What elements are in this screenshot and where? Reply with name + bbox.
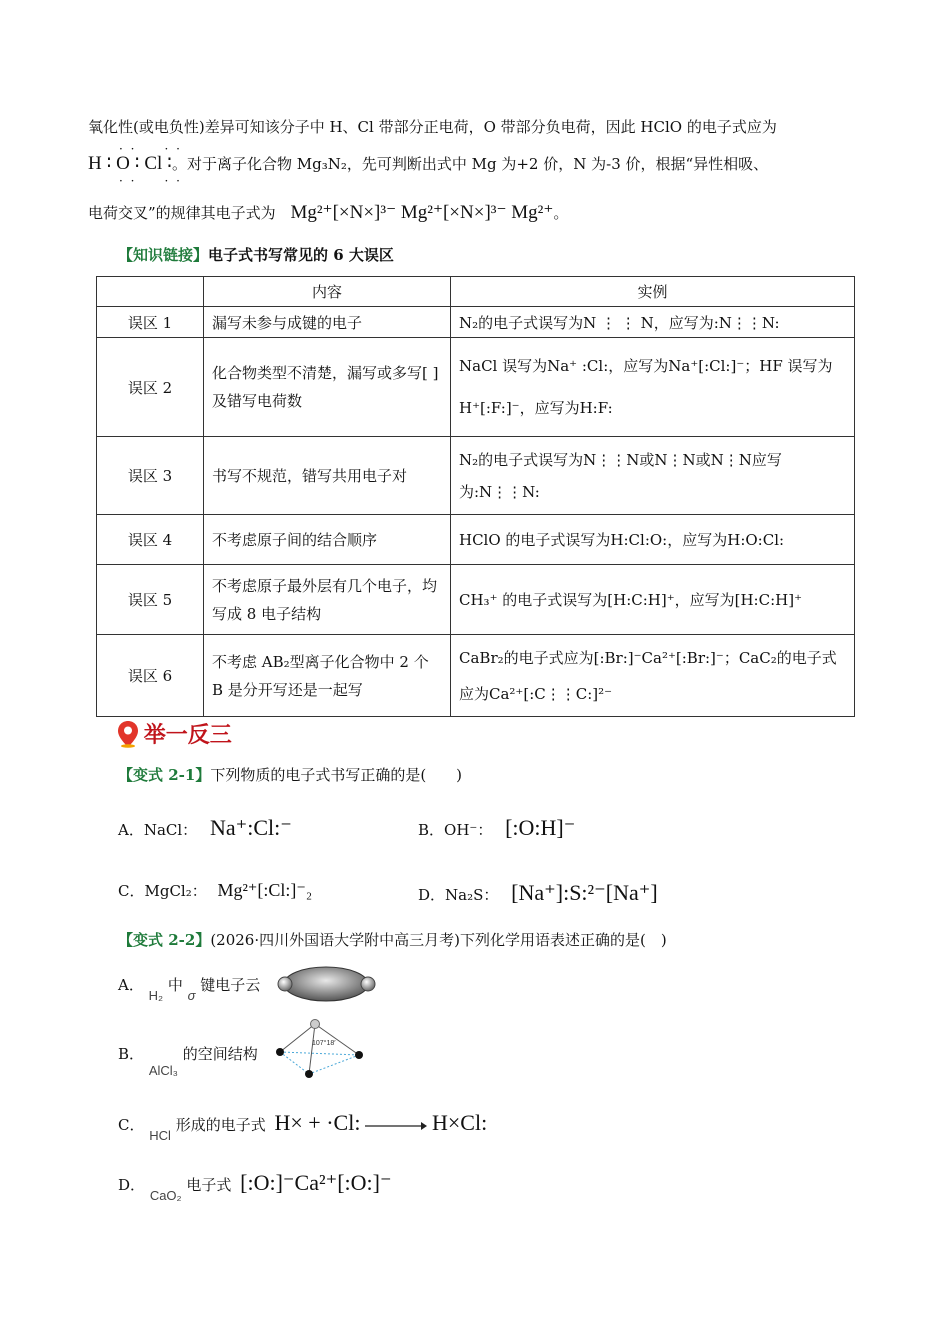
table-row bbox=[97, 307, 855, 338]
option-formula: Na⁺:Cl:⁻ bbox=[209, 815, 292, 840]
content-cell: 不考虑原子间的结合顺序 bbox=[204, 515, 451, 565]
content-cell: 不考虑原子最外层有几个电子，均写成 8 电子结构 bbox=[204, 565, 451, 635]
misconception-table bbox=[96, 276, 855, 717]
content-cell: 书写不规范，错写共用电子对 bbox=[204, 437, 451, 515]
option-label: D． bbox=[118, 1176, 146, 1194]
example-cell: N₂的电子式误写为N⋮⋮N或N⋮N或N⋮N应写为:N⋮⋮N: bbox=[451, 437, 855, 515]
section-title: 举一反三 bbox=[143, 723, 232, 748]
option-label: A．NaCl： bbox=[118, 821, 198, 839]
option-text: 形成的电子式 bbox=[175, 1116, 266, 1134]
intro-line-3-end: 。 bbox=[553, 204, 569, 222]
table-row bbox=[97, 437, 855, 515]
option-formula: Mg²⁺[:Cl:]⁻₂ bbox=[217, 880, 313, 900]
zone-cell: 误区 5 bbox=[97, 565, 204, 635]
option-a[interactable] bbox=[118, 815, 292, 841]
option-text: 中 bbox=[167, 976, 183, 994]
option-formula-image: AlCl₃ bbox=[148, 1063, 178, 1078]
option-b[interactable] bbox=[118, 1043, 258, 1078]
option-formula: [:O:H]⁻ bbox=[505, 815, 576, 840]
knowledge-tag: 【知识链接】 bbox=[118, 246, 209, 264]
option-d[interactable] bbox=[118, 1170, 392, 1203]
question-2-2-stem bbox=[118, 929, 667, 950]
zone-cell: 误区 2 bbox=[97, 338, 204, 437]
knowledge-heading bbox=[118, 244, 394, 265]
option-label: B． bbox=[118, 1045, 145, 1063]
example-cell: N₂的电子式误写为N ⋮ ⋮ N，应写为:N⋮⋮N: bbox=[451, 307, 855, 338]
option-d[interactable] bbox=[418, 880, 658, 906]
location-pin-icon bbox=[117, 720, 139, 748]
intro-line-3-text: 电荷交叉”的规律其电子式为 bbox=[88, 204, 276, 222]
example-cell: HClO 的电子式误写为H:Cl:O:，应写为H:O:Cl: bbox=[451, 515, 855, 565]
knowledge-title: 电子式书写常见的 6 大误区 bbox=[208, 246, 394, 264]
electron-dots: · · · · bbox=[119, 174, 182, 188]
question-tag: 【变式 2-1】 bbox=[118, 766, 211, 784]
table-header: 内容 bbox=[204, 277, 451, 307]
option-c[interactable] bbox=[118, 880, 312, 901]
option-text: 的空间结构 bbox=[182, 1045, 258, 1063]
question-tag: 【变式 2-2】 bbox=[118, 931, 211, 949]
option-formula: H×Cl: bbox=[432, 1110, 488, 1135]
option-formula-image: CaO₂ bbox=[149, 1188, 182, 1203]
electron-dots: · · · · bbox=[119, 142, 182, 156]
example-cell: NaCl 误写为Na⁺ :Cl:，应写为Na⁺[:Cl:]⁻；HF 误写为H⁺[:F:]⁻，应写为H:F: bbox=[451, 338, 855, 437]
option-formula: [Na⁺]:S:²⁻[Na⁺] bbox=[511, 880, 658, 905]
sigma-symbol: σ bbox=[187, 988, 196, 1003]
option-formula: [:O:]⁻Ca²⁺[:O:]⁻ bbox=[240, 1170, 392, 1195]
option-label: A． bbox=[118, 976, 144, 994]
table-row bbox=[97, 338, 855, 437]
section-heading bbox=[117, 718, 232, 749]
reaction-arrow-icon bbox=[365, 1120, 427, 1132]
intro-line-2-text: 。对于离子化合物 Mg₃N₂，先可判断出式中 Mg 为+2 价，N 为-3 价，根据“异性相吸、 bbox=[171, 155, 769, 173]
option-a[interactable] bbox=[118, 974, 261, 1003]
zone-cell: 误区 1 bbox=[97, 307, 204, 338]
option-formula-image: HCl bbox=[149, 1128, 171, 1143]
option-label: C． bbox=[118, 1116, 145, 1134]
pyramid-structure-image bbox=[272, 1014, 372, 1084]
mg3n2-electron-formula: Mg²⁺[×N×]³⁻ Mg²⁺[×N×]³⁻ Mg²⁺ bbox=[290, 202, 554, 223]
zone-cell: 误区 4 bbox=[97, 515, 204, 565]
example-cell: CaBr₂的电子式应为[:Br:]⁻Ca²⁺[:Br:]⁻；CaC₂的电子式应为Ca²⁺[:C⋮⋮C:]²⁻ bbox=[451, 635, 855, 717]
intro-line-2 bbox=[88, 152, 890, 176]
option-b[interactable] bbox=[418, 815, 575, 841]
table-row bbox=[97, 515, 855, 565]
intro-line-3 bbox=[88, 201, 890, 225]
content-cell: 漏写未参与成键的电子 bbox=[204, 307, 451, 338]
table-row bbox=[97, 565, 855, 635]
question-2-1-stem bbox=[118, 764, 462, 785]
hclo-electron-formula: H ∶ O ∶ Cl ∶ bbox=[88, 153, 172, 174]
option-formula: H× + ·Cl: bbox=[274, 1110, 361, 1135]
electron-cloud-image bbox=[276, 964, 378, 1004]
zone-cell: 误区 6 bbox=[97, 635, 204, 717]
option-label: C．MgCl₂： bbox=[118, 882, 207, 900]
question-stem: (2026·四川外国语大学附中高三月考)下列化学用语表述正确的是( ) bbox=[210, 931, 667, 949]
bond-angle-label: 107°18′ bbox=[312, 1040, 336, 1047]
example-cell: CH₃⁺ 的电子式误写为[H:C:H]⁺，应写为[H:C:H]⁺ bbox=[451, 565, 855, 635]
option-formula-image: H₂ bbox=[148, 988, 164, 1003]
table-header-row bbox=[97, 277, 855, 307]
option-label: B．OH⁻： bbox=[418, 821, 493, 839]
content-cell: 不考虑 AB₂型离子化合物中 2 个 B 是分开写还是一起写 bbox=[204, 635, 451, 717]
option-text: 电子式 bbox=[186, 1176, 232, 1194]
table-header: 实例 bbox=[451, 277, 855, 307]
option-c[interactable] bbox=[118, 1110, 488, 1143]
intro-line-1: 氧化性(或电负性)差异可知该分子中 H、Cl 带部分正电荷，O 带部分负电荷，因此 HClO 的电子式应为 bbox=[88, 118, 777, 136]
table-row bbox=[97, 635, 855, 717]
question-stem: 下列物质的电子式书写正确的是( ) bbox=[210, 766, 463, 784]
option-label: D．Na₂S： bbox=[418, 886, 499, 904]
table-header bbox=[97, 277, 204, 307]
zone-cell: 误区 3 bbox=[97, 437, 204, 515]
option-text: 键电子云 bbox=[200, 976, 261, 994]
content-cell: 化合物类型不清楚，漏写或多写[ ]及错写电荷数 bbox=[204, 338, 451, 437]
